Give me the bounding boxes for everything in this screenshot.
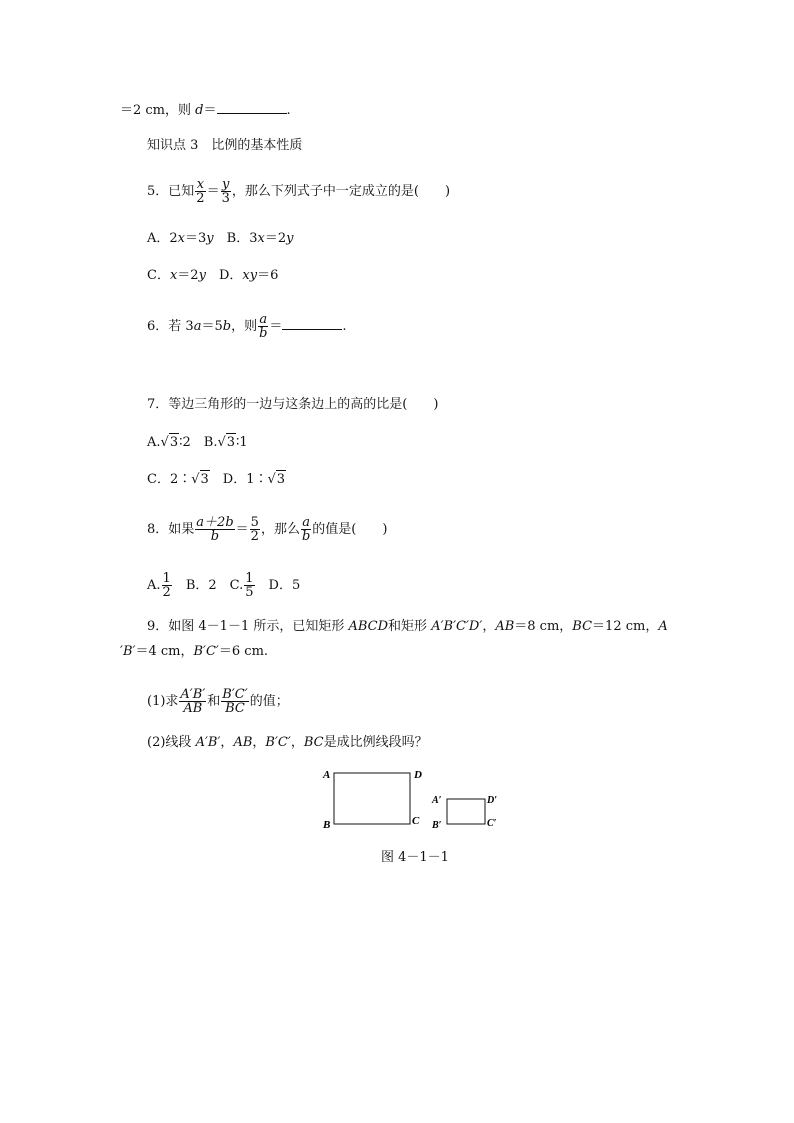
section-title: 知识点 3 比例的基本性质 [147, 138, 303, 153]
line-top: ＝2 cm，则 d＝ . [120, 100, 291, 120]
fraction: $\frac{1}{5}$ [245, 571, 254, 600]
sqrt-symbol: √3 [160, 435, 179, 450]
label-D: D [414, 769, 422, 781]
fraction: $\frac{A'B'}{AB}$ [180, 687, 206, 716]
answer-blank [217, 100, 287, 114]
question-5-options-ab: A．2x＝3y B．3x＝2y [147, 231, 294, 246]
fraction: $\frac{5}{2}$ [250, 515, 259, 544]
question-6: 6．若 3a＝5b，则 $\frac{a}{b}$ ＝ . [147, 312, 347, 341]
label-C-prime: C′ [487, 818, 497, 829]
question-9-line-2: ′B′＝4 cm，B′C′＝6 cm. [120, 644, 269, 659]
fraction: $\frac{a}{b}$ [259, 312, 268, 341]
question-5: 5．已知 $\frac{x}{2}$ ＝ $\frac{y}{3}$ ，那么下列式子中一定成立的是( ) [147, 177, 451, 206]
question-7: 7．等边三角形的一边与这条边上的高的比是( ) [147, 397, 439, 412]
fraction: $\frac{y}{3}$ [221, 177, 230, 206]
label-C: C [412, 815, 420, 827]
question-8-options: A. $\frac{1}{2}$ B．2 C. $\frac{1}{5}$ D．5 [147, 571, 301, 600]
question-7-options-cd: C．2∶√3 D．1∶√3 [147, 472, 286, 487]
question-9-sub-1: (1)求 $\frac{A'B'}{AB}$ 和 $\frac{B'C'}{BC}$ 的值； [147, 687, 289, 716]
sqrt-symbol: √3 [217, 435, 236, 450]
fraction: $\frac{B'C'}{BC}$ [222, 687, 248, 716]
sqrt-symbol: √3 [267, 472, 286, 487]
question-7-options-ab: A.√3∶2 B.√3∶1 [147, 435, 248, 450]
question-9-sub-2: (2)线段 A′B′，AB，B′C′，BC是成比例线段吗？ [147, 735, 428, 750]
question-5-options-cd: C．x＝2y D．xy＝6 [147, 268, 279, 283]
answer-blank [282, 316, 342, 330]
fraction: $\frac{a}{b}$ [301, 515, 311, 544]
label-A-prime: A′ [432, 795, 442, 806]
figure-caption: 图 4－1－1 [381, 850, 449, 865]
label-B: B [323, 819, 331, 831]
label-B-prime: B′ [432, 820, 442, 831]
question-9-line-1: 9．如图 4－1－1 所示，已知矩形 ABCD和矩形 A′B′C′D′，AB＝8 cm，BC＝12 cm，A [147, 619, 668, 634]
label-A: A [323, 769, 331, 781]
rectangle-a-prime-b-prime-c-prime-d-prime [447, 799, 485, 824]
label-D-prime: D′ [487, 795, 498, 806]
fraction: $\frac{a+2b}{b}$ [196, 515, 234, 544]
rectangles-figure [316, 762, 506, 834]
sqrt-symbol: √3 [191, 472, 209, 487]
question-8: 8．如果 $\frac{a+2b}{b}$ ＝ $\frac{5}{2}$ ，那么 $\frac{a}{b}$ 的值是( ) [147, 515, 388, 544]
rectangle-abcd [334, 773, 410, 824]
fraction: $\frac{x}{2}$ [196, 177, 205, 206]
fraction: $\frac{1}{2}$ [162, 571, 171, 600]
